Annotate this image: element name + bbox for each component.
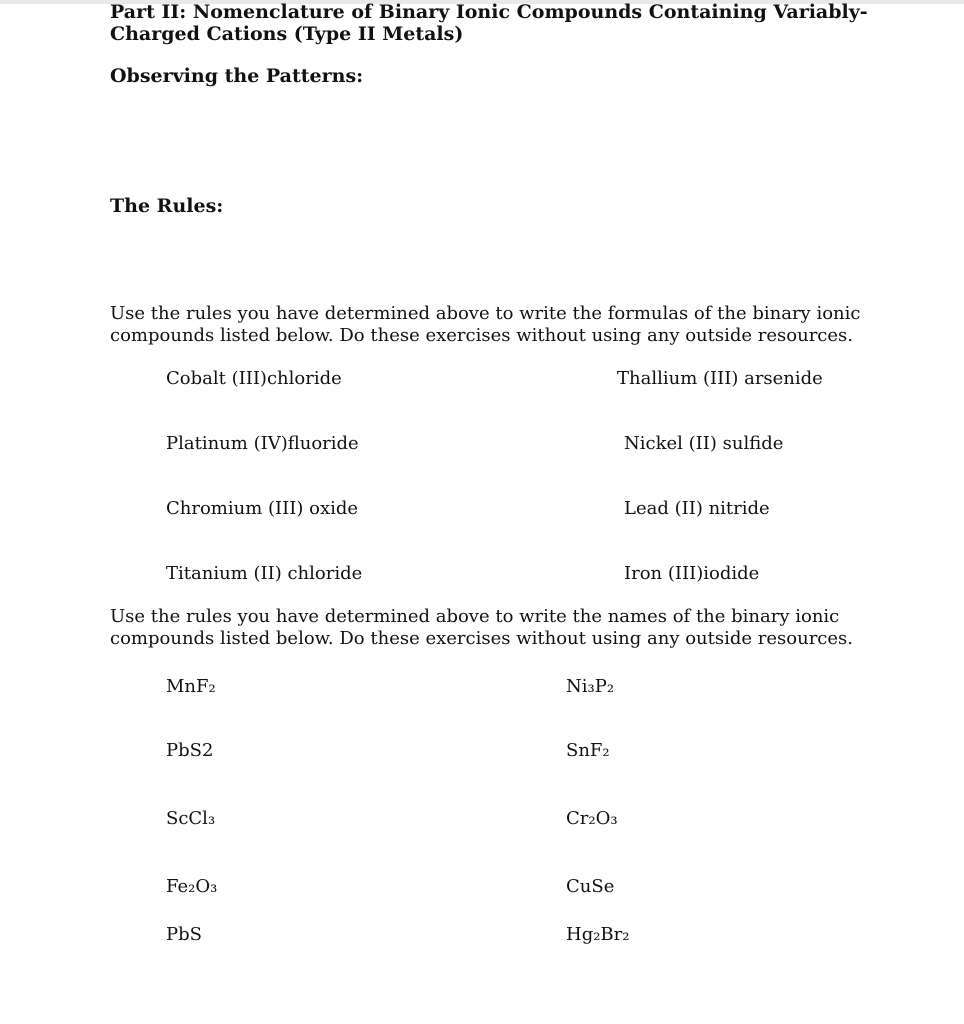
name-exercise-right-1: Ni₃P₂	[566, 676, 615, 697]
name-exercise-right-5: Hg₂Br₂	[566, 924, 630, 945]
formula-exercise-right-2: Nickel (II) sulfide	[624, 433, 784, 454]
formula-exercise-right-3: Lead (II) nitride	[624, 498, 770, 519]
observing-heading: Observing the Patterns:	[110, 65, 364, 87]
name-exercise-left-4: Fe₂O₃	[166, 876, 218, 897]
page-title: Part II: Nomenclature of Binary Ionic Compounds Containing Variably-Charged Cations (Type II Metals)	[110, 1, 868, 45]
name-exercise-left-5: PbS	[166, 924, 202, 945]
names-instructions: Use the rules you have determined above to write the names of the binary ionic compounds listed below. Do these exercises without using any outside resources.	[110, 606, 853, 649]
name-exercise-left-1: MnF₂	[166, 676, 216, 697]
name-exercise-right-4: CuSe	[566, 876, 615, 897]
name-exercise-right-2: SnF₂	[566, 740, 610, 761]
name-exercise-left-2: PbS2	[166, 740, 214, 761]
formula-exercise-left-2: Platinum (IV)fluoride	[166, 433, 359, 454]
formula-exercise-left-3: Chromium (III) oxide	[166, 498, 359, 519]
name-exercise-right-3: Cr₂O₃	[566, 808, 618, 829]
name-exercise-left-3: ScCl₃	[166, 808, 216, 829]
formula-exercise-left-1: Cobalt (III)chloride	[166, 368, 342, 389]
formula-exercise-left-4: Titanium (II) chloride	[166, 563, 363, 584]
rules-heading: The Rules:	[110, 195, 224, 217]
formulas-instructions: Use the rules you have determined above to write the formulas of the binary ionic compounds listed below. Do these exercises without using any outside resources.	[110, 303, 861, 346]
formula-exercise-right-1: Thallium (III) arsenide	[617, 368, 823, 389]
formula-exercise-right-4: Iron (III)iodide	[624, 563, 760, 584]
